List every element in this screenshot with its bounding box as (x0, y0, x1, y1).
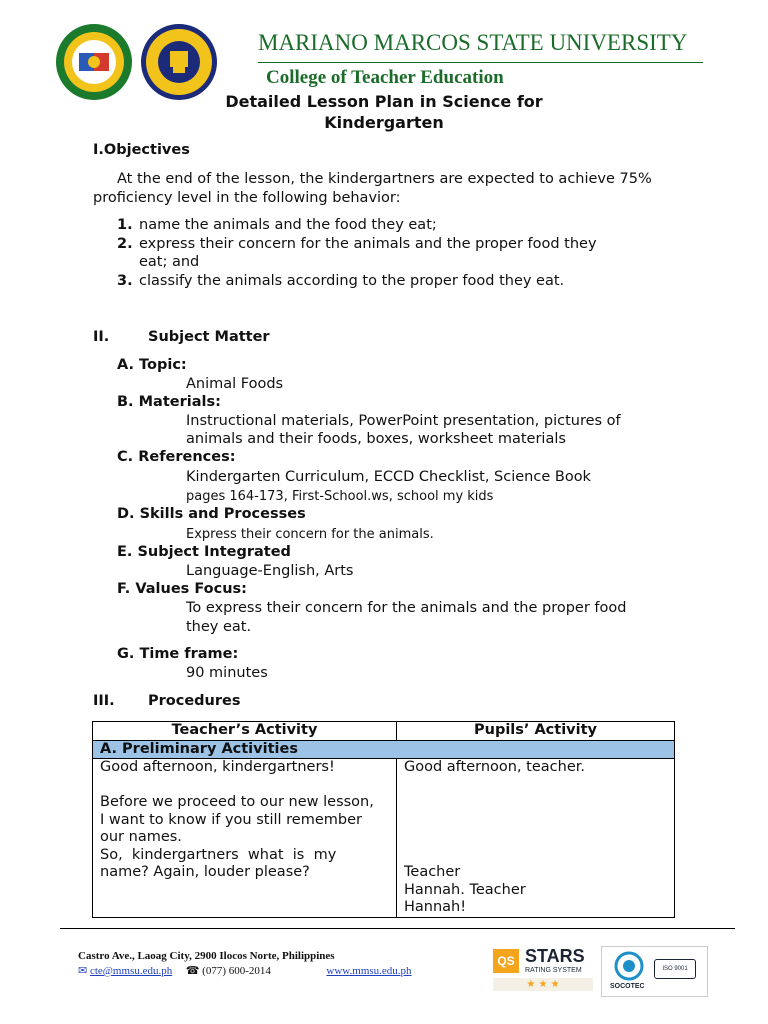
subject-number: II. (93, 329, 110, 345)
header-divider (258, 62, 703, 63)
title-line-2: Kindergarten (324, 113, 444, 132)
subject-heading: Subject Matter (148, 329, 270, 345)
references-value-2: pages 164-173, First-School.ws, school my kids (186, 489, 494, 504)
pupil-line (404, 777, 674, 795)
pupil-line (404, 847, 674, 865)
procedures-heading: Procedures (148, 693, 241, 709)
objective-item-3: classify the animals according to the proper food they eat. (139, 273, 565, 289)
document-title (200, 91, 568, 133)
values-focus-label: F. Values Focus: (117, 581, 247, 597)
pupils-activity-cell (397, 759, 675, 918)
objectives-intro-1: At the end of the lesson, the kindergartners are expected to achieve 75% (117, 171, 652, 187)
procedures-table (92, 721, 675, 918)
iso-label: ISO 9001 (654, 959, 696, 979)
skills-value: Express their concern for the animals. (186, 527, 434, 542)
pupil-line: Good afternoon, teacher. (404, 759, 585, 775)
pupil-line: Teacher (404, 864, 461, 880)
college-name: College of Teacher Education (266, 67, 504, 88)
subject-integrated-value: Language-English, Arts (186, 563, 354, 579)
cte-seal-icon (140, 23, 218, 101)
values-focus-value-2: they eat. (186, 619, 252, 635)
topic-value: Animal Foods (186, 376, 284, 392)
materials-value-2: animals and their foods, boxes, worksheet materials (186, 431, 566, 447)
objective-item-2: express their concern for the animals and the proper food they (139, 236, 597, 252)
teacher-line (100, 777, 396, 795)
time-frame-value: 90 minutes (186, 665, 268, 681)
stars-label: STARS (525, 946, 585, 966)
pupil-line (404, 829, 674, 847)
references-label: C. References: (117, 449, 236, 465)
teacher-line: name? Again, louder please? (100, 864, 310, 880)
website-link[interactable]: www.mmsu.edu.ph (326, 965, 412, 977)
topic-label: A. Topic: (117, 357, 187, 373)
skills-label: D. Skills and Processes (117, 506, 306, 522)
subject-integrated-label: E. Subject Integrated (117, 544, 291, 560)
objective-number: 2. (117, 236, 133, 252)
procedures-number: III. (93, 693, 115, 709)
teacher-line: So, kindergartners what is my (100, 846, 337, 863)
preliminary-activities-row: A. Preliminary Activities (93, 741, 675, 759)
time-frame-label: G. Time frame: (117, 646, 239, 662)
col-pupils-activity: Pupils’ Activity (397, 722, 675, 741)
socotec-logo-icon (614, 951, 644, 981)
stars-rating: ★ ★ ★ (493, 978, 593, 991)
teacher-line: Good afternoon, kindergartners! (100, 759, 335, 775)
university-name: MARIANO MARCOS STATE UNIVERSITY (258, 30, 688, 55)
footer-contact (78, 964, 412, 977)
title-line-1: Detailed Lesson Plan in Science for (225, 92, 543, 111)
footer-address: Castro Ave., Laoag City, 2900 Ilocos Norte, Philippines (78, 950, 335, 962)
teacher-line: our names. (100, 829, 182, 845)
qs-logo: QS (493, 949, 519, 973)
materials-value-1: Instructional materials, PowerPoint presentation, pictures of (186, 413, 621, 429)
teacher-line: I want to know if you still remember (100, 811, 362, 828)
envelope-icon: ✉ (78, 965, 88, 977)
objective-item-1: name the animals and the food they eat; (139, 217, 437, 233)
socotec-iso-badge (601, 946, 708, 997)
pupil-line: Hannah! (404, 899, 467, 915)
mmsu-seal-icon (55, 23, 133, 101)
objective-number: 1. (117, 217, 133, 233)
col-teacher-activity: Teacher’s Activity (93, 722, 397, 741)
teacher-line: Before we proceed to our new lesson, (100, 794, 374, 810)
references-value-1: Kindergarten Curriculum, ECCD Checklist, Science Book (186, 469, 591, 485)
email-link[interactable]: cte@mmsu.edu.ph (89, 965, 173, 977)
objective-item-2-cont: eat; and (139, 254, 200, 270)
phone-number: (077) 600-2014 (202, 965, 271, 977)
qs-stars-badge (493, 946, 595, 992)
teacher-activity-cell (93, 759, 397, 918)
pupil-line (404, 812, 674, 830)
phone-icon: ☎ (185, 965, 200, 977)
objective-number: 3. (117, 273, 133, 289)
footer-divider (60, 928, 735, 929)
rating-system-label: RATING SYSTEM (525, 967, 582, 974)
socotec-label: SOCOTEC (610, 983, 645, 990)
materials-label: B. Materials: (117, 394, 221, 410)
objectives-intro-2: proficiency level in the following behavior: (93, 190, 401, 206)
values-focus-value-1: To express their concern for the animals and the proper food (186, 600, 627, 616)
objectives-heading: I.Objectives (93, 142, 190, 158)
pupil-line (404, 794, 674, 812)
pupil-line: Hannah. Teacher (404, 881, 526, 898)
